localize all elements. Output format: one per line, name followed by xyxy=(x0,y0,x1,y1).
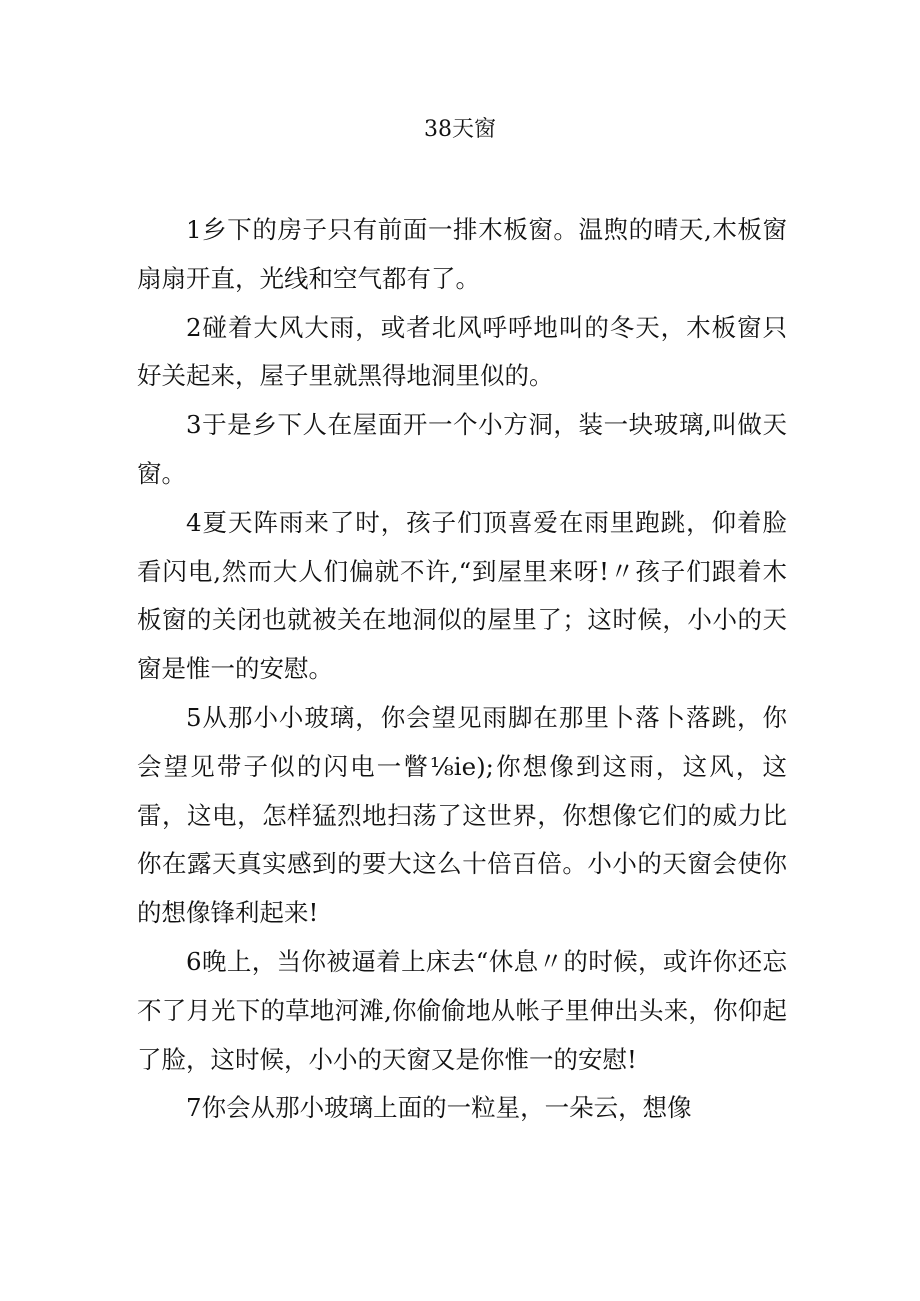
page-title: 38天窗 xyxy=(424,117,496,142)
paragraph-1: 1乡下的房子只有前面一排木板窗。温煦的晴天,木板窗扇扇开直，光线和空气都有了。 xyxy=(137,215,787,293)
paragraph-4: 4夏天阵雨来了时，孩子们顶喜爱在雨里跑跳，仰着脸看闪电,然而大人们偏就不许,“到屋里来呀!〃孩子们跟着木板窗的关闭也就被关在地洞似的屋里了；这时候，小小的天窗是惟一的安慰。 xyxy=(137,507,787,684)
paragraph-3: 3于是乡下人在屋面开一个小方洞，装一块玻璃,叫做天窗。 xyxy=(137,410,787,488)
paragraph-2: 2碰着大风大雨，或者北风呼呼地叫的冬天，木板窗只好关起来，屋子里就黑得地洞里似的。 xyxy=(137,312,787,391)
paragraph-5: 5从那小小玻璃，你会望见雨脚在那里卜落卜落跳，你会望见带子似的闪电一瞥⅛ie);你想像到这雨，这风，这雷，这电，怎样猛烈地扫荡了这世界，你想像它们的威力比你在露天真实感到的要大这么十倍百倍。小小的天窗会使你的想像锋利起来! xyxy=(137,702,787,928)
document-body xyxy=(137,206,787,1133)
paragraph-7: 7你会从那小玻璃上面的一粒星，一朵云，想像 xyxy=(186,1093,692,1123)
paragraph-6: 6晚上，当你被逼着上床去“休息〃的时候，或许你还忘不了月光下的草地河滩,你偷偷地从帐子里伸出头来，你仰起了脸，这时候，小小的天窗又是你惟一的安慰! xyxy=(137,946,787,1074)
